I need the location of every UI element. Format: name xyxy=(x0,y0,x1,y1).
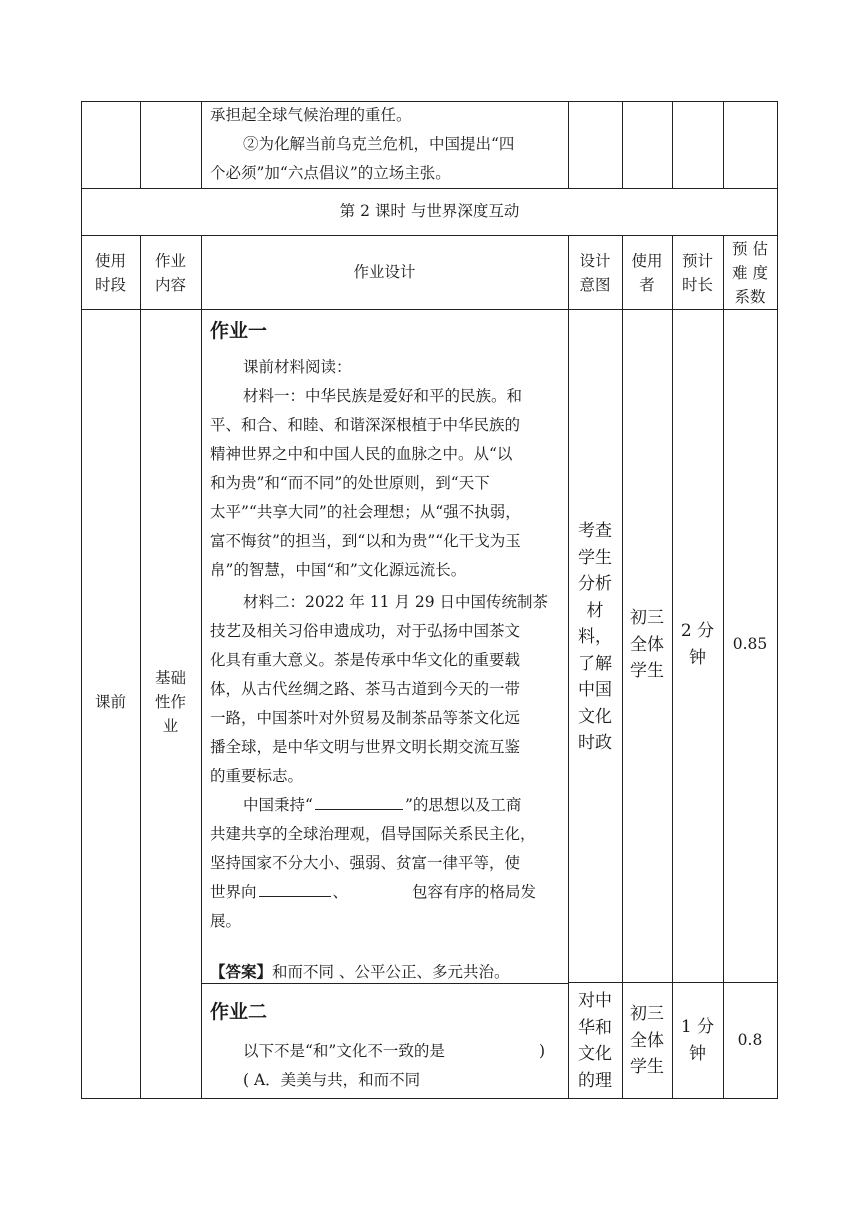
homework-1-title: 作业一 xyxy=(210,320,268,342)
answer-blank[interactable] xyxy=(315,791,403,810)
question-line: 展。 xyxy=(210,912,242,930)
col-line xyxy=(568,101,569,188)
col-line xyxy=(723,101,724,188)
material-line: 的重要标志。 xyxy=(210,767,304,785)
col-line xyxy=(201,101,202,188)
row-divider xyxy=(568,982,778,983)
header-content: 作业 内容 xyxy=(154,252,186,294)
question-bracket: ) xyxy=(539,1042,546,1060)
col-line xyxy=(622,101,623,188)
intent-cell: 对中 华和 文化 的理 xyxy=(578,991,612,1091)
material-line: 富不悔贫”的担当，到“以和为贵”“化干戈为玉 xyxy=(210,532,521,550)
material-line: 课前材料阅读： xyxy=(243,358,352,376)
question-line: 坚持国家不分大小、强弱、贫富一律平等，使 xyxy=(210,854,521,872)
border-right xyxy=(777,101,778,1099)
col-line xyxy=(723,235,724,1098)
material-line: 体，从古代丝绸之路、茶马古道到今天的一带 xyxy=(210,680,521,698)
material-line: 和为贵”和“而不同”的处世原则，到“天下 xyxy=(210,474,490,492)
header-design: 作业设计 xyxy=(353,263,416,281)
question-line: 共建共享的全球治理观，倡导国际关系民主化， xyxy=(210,825,536,843)
continued-text-line: 个必须”加“六点倡议”的立场主张。 xyxy=(210,164,451,182)
option-a: ( A．美美与共，和而不同 xyxy=(243,1071,421,1089)
continued-text-line: 承担起全球气候治理的重任。 xyxy=(210,106,412,124)
header-user: 使用 者 xyxy=(631,252,663,294)
homework-2-title: 作业二 xyxy=(210,1001,268,1023)
answer-blank[interactable] xyxy=(259,878,331,897)
col-line xyxy=(201,235,202,1098)
material-line: 帛”的智慧，中国“和”文化源远流长。 xyxy=(210,561,467,579)
duration-cell: 1 分 钟 xyxy=(680,1017,715,1064)
duration-cell: 2 分 钟 xyxy=(680,621,715,668)
material-line: 材料二：2022 年 11 月 29 日中国传统制茶 xyxy=(243,593,549,611)
header-duration: 预计 时长 xyxy=(681,252,713,294)
header-divider xyxy=(81,309,778,310)
difficulty-cell: 0.85 xyxy=(732,635,768,653)
answer-line: 【答案】和而不同 、公平公正、多元共治。 xyxy=(210,962,510,981)
period-cell: 课前 xyxy=(94,693,126,711)
col-line xyxy=(140,101,141,188)
intent-cell: 考查 学生 分析 材 料， 了解 中国 文化 时政 xyxy=(578,521,612,753)
question-line: 中国秉持“ ”的思想以及工商 xyxy=(243,791,521,821)
continued-text-line: ②为化解当前乌克兰危机，中国提出“四 xyxy=(243,135,515,153)
section-divider-bottom xyxy=(81,235,778,236)
material-line: 太平”“共享大同”的社会理想；从“强不执弱， xyxy=(210,503,521,521)
table-border-bottom xyxy=(81,1098,778,1099)
material-line: 平、和合、和睦、和谐深深根植于中华民族的 xyxy=(210,416,521,434)
question-line: 世界向 、 包容有序的格局发 xyxy=(210,878,536,908)
material-line: 化具有重大意义。茶是传承中华文化的重要载 xyxy=(210,651,521,669)
difficulty-cell: 0.8 xyxy=(737,1031,763,1049)
table-border-top xyxy=(81,101,778,102)
question-line: 以下不是“和”文化不一致的是 xyxy=(243,1042,445,1060)
material-line: 一路，中国茶叶对外贸易及制茶品等茶文化远 xyxy=(210,709,521,727)
material-line: 技艺及相关习俗申遗成功，对于弘扬中国茶文 xyxy=(210,622,521,640)
col-line xyxy=(672,101,673,188)
material-line: 播全球，是中华文明与世界文明长期交流互鉴 xyxy=(210,738,521,756)
user-cell: 初三 全体 学生 xyxy=(630,608,664,681)
header-intent: 设计 意图 xyxy=(579,252,611,294)
material-line: 精神世界之中和中国人民的血脉之中。从“以 xyxy=(210,445,513,463)
material-line: 材料一：中华民族是爱好和平的民族。和 xyxy=(243,387,523,405)
header-period: 使用 时段 xyxy=(94,252,126,294)
section-title: 第 2 课时 与世界深度互动 xyxy=(339,202,520,220)
user-cell: 初三 全体 学生 xyxy=(630,1004,664,1077)
header-difficulty: 预 估 难 度 系数 xyxy=(732,240,768,306)
content-cell: 基础 性作 业 xyxy=(154,669,186,735)
